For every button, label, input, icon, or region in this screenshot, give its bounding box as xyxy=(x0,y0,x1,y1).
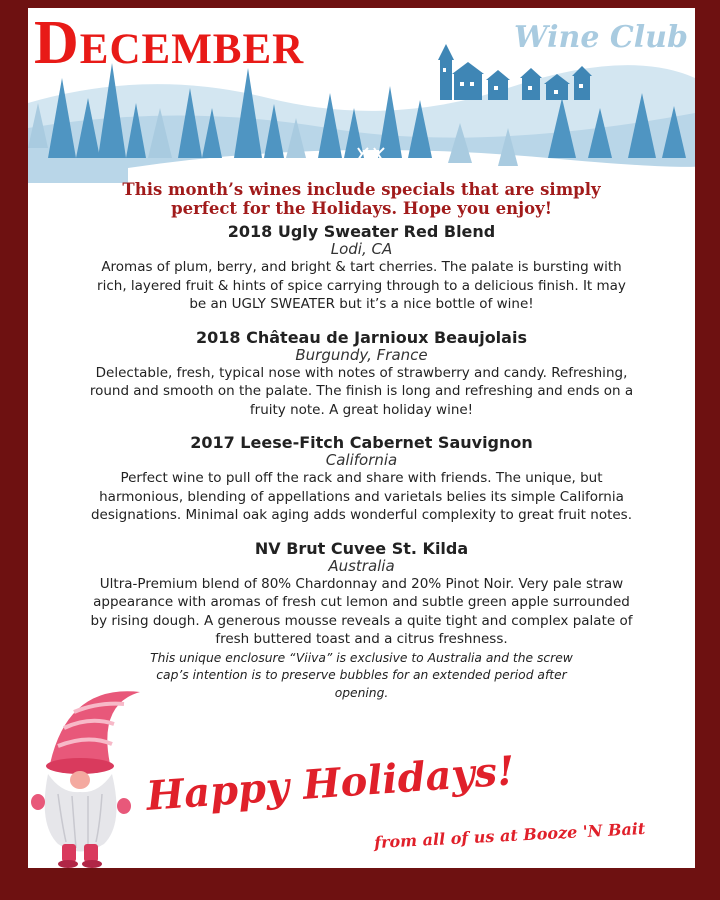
menu-page xyxy=(28,8,695,868)
wine-region: Lodi, CA xyxy=(330,240,393,258)
wine-name: 2018 Château de Jarnioux Beaujolais xyxy=(196,327,527,347)
wine-name: NV Brut Cuvee St. Kilda xyxy=(254,538,469,558)
gnome-illustration xyxy=(28,684,148,868)
intro-text xyxy=(28,180,695,218)
wine-region: Australia xyxy=(328,556,395,575)
wine-region: Burgundy, France xyxy=(295,345,428,364)
wine-entry xyxy=(28,328,695,420)
intro-line-2: perfect for the Holidays. Hope you enjoy! xyxy=(171,199,552,218)
wine-entry xyxy=(28,539,695,703)
wine-entry xyxy=(28,433,695,525)
wine-name: 2017 Leese-Fitch Cabernet Sauvignon xyxy=(190,433,533,452)
wine-entry xyxy=(28,222,695,314)
wine-description: Perfect wine to pull off the rack and share with friends. The unique, but harmonious, blending of appellations and varietals belies its simple California designations. Minimal oak aging adds wonderful complexity to great fruit notes. xyxy=(90,470,633,523)
month-title: December xyxy=(34,9,305,77)
wine-description: Aromas of plum, berry, and bright & tart cherries. The palate is bursting with rich, layered fruit & hints of spice carrying through to a delicious finish. It may be an UGLY SWEATER but it’s a nice bottle of wine! xyxy=(97,259,626,312)
wine-note: This unique enclosure “Viiva” is exclusive to Australia and the screw cap’s intention is to preserve bubbles for an extended period after opening. xyxy=(150,650,573,700)
wine-description: Delectable, fresh, typical nose with notes of strawberry and candy. Refreshing, round and smooth on the palate. The finish is long and refreshing and ends on a fruity note. A great holiday wine! xyxy=(89,364,634,418)
happy-holidays-greeting: Happy Holidays! xyxy=(144,747,517,820)
wine-list xyxy=(28,222,695,716)
wine-club-subtitle: Wine Club xyxy=(514,20,688,55)
intro-line-1: This month’s wines include specials that are simply xyxy=(122,180,601,199)
signoff-text: from all of us at Booze 'N Bait xyxy=(373,818,646,853)
wine-region: California xyxy=(325,451,398,469)
wine-description: Ultra-Premium blend of 80% Chardonnay and 20% Pinot Noir. Very pale straw appearance with aromas of fresh cut lemon and subtle green apple surrounded by rising dough. A generous mousse reveals a quite tight and complex palate of fresh buttered toast and a citrus freshness. xyxy=(90,575,633,647)
wine-name: 2018 Ugly Sweater Red Blend xyxy=(227,222,496,241)
